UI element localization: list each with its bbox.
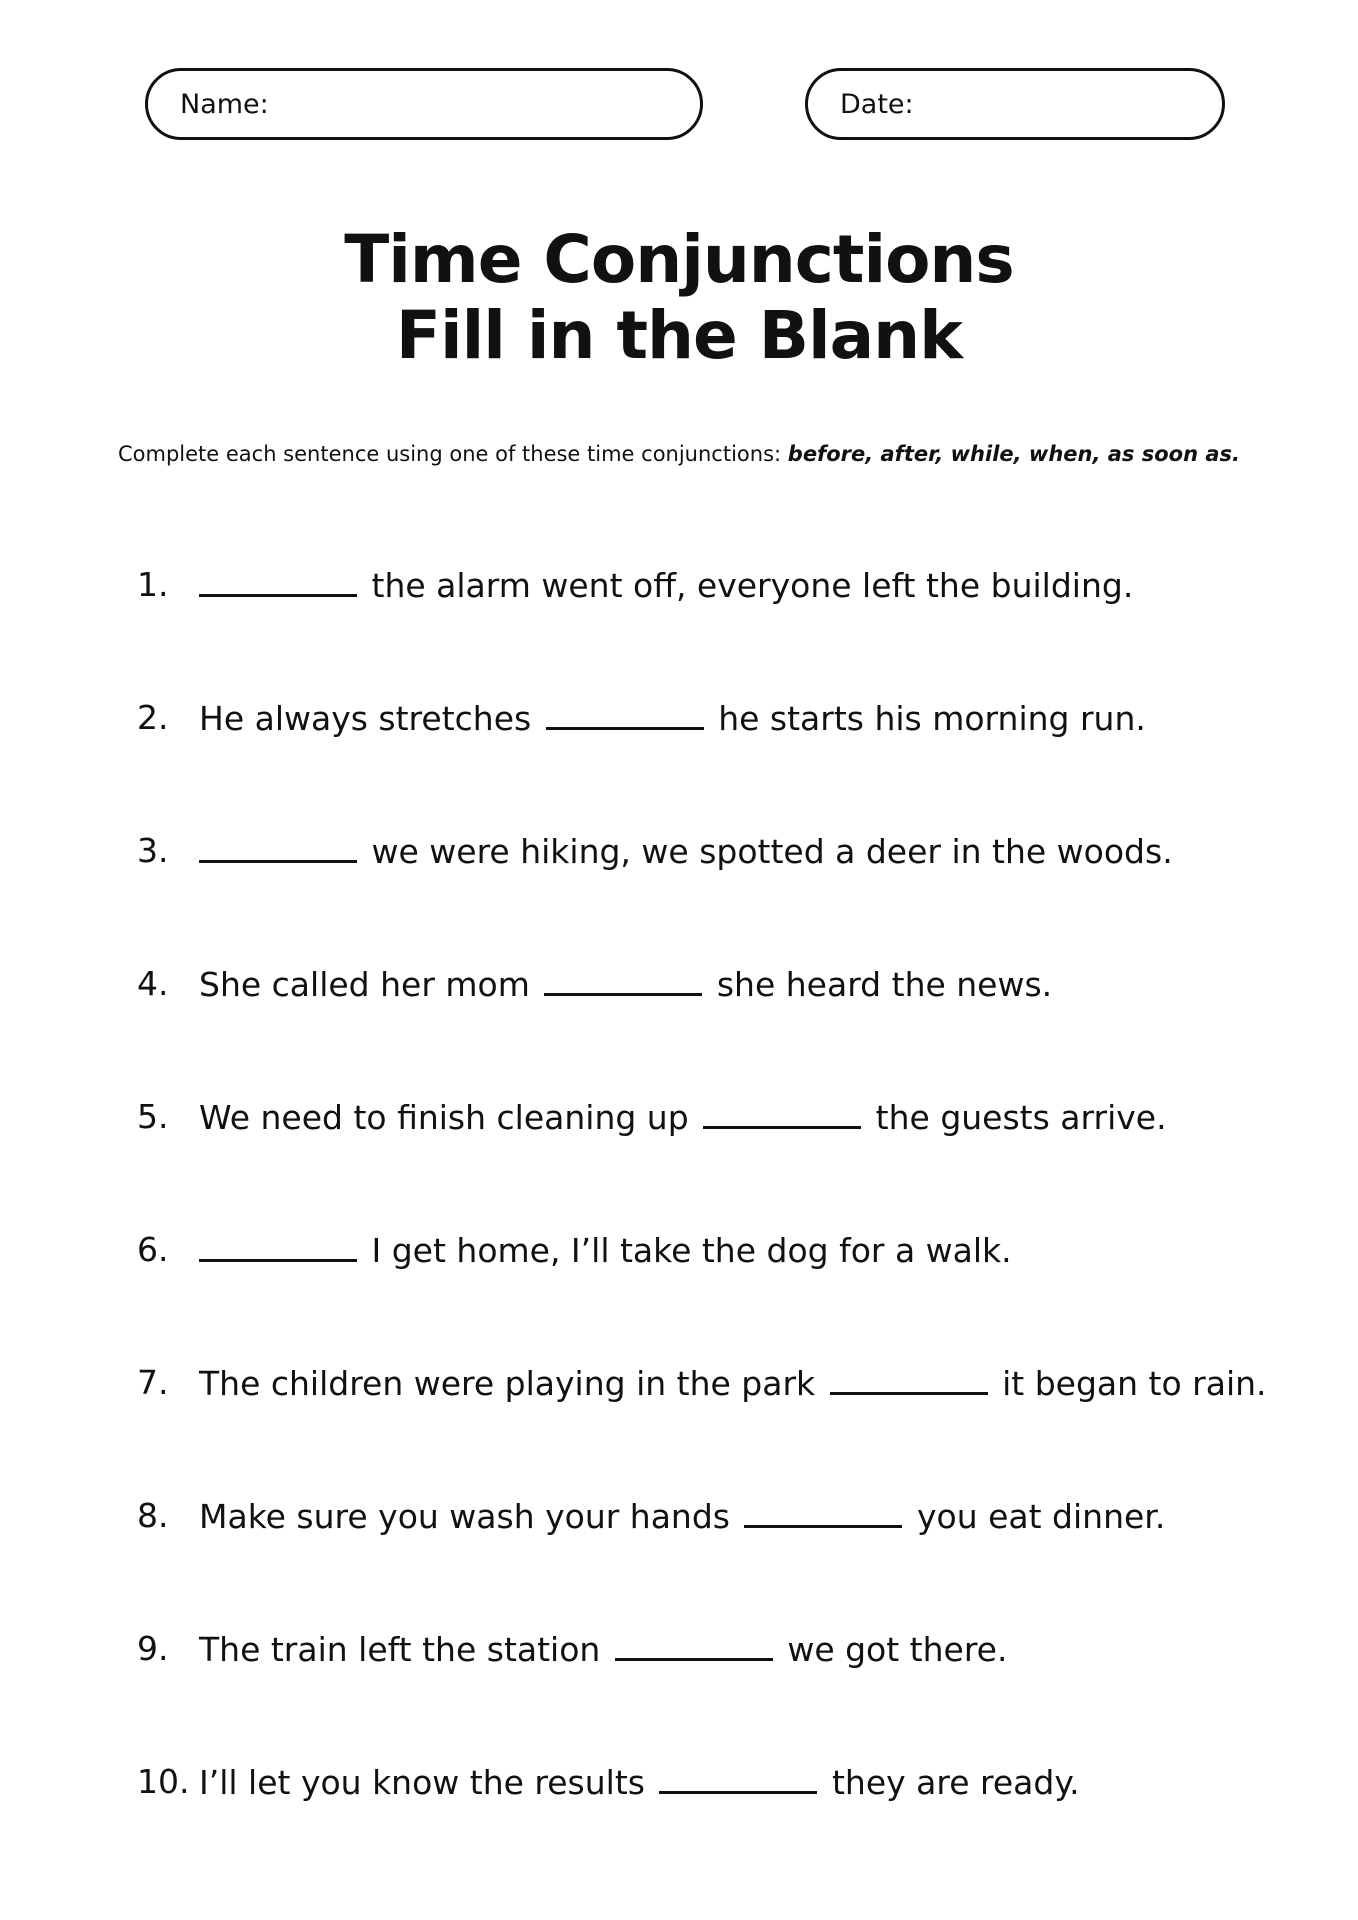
answer-blank[interactable]: [544, 959, 702, 996]
question-number: 5.: [137, 1097, 169, 1136]
answer-blank[interactable]: [199, 826, 357, 863]
date-field[interactable]: [805, 68, 1225, 140]
question-number: 1.: [137, 565, 169, 604]
instructions-text: Complete each sentence using one of these time conjunctions:: [117, 442, 788, 466]
answer-blank[interactable]: [744, 1491, 902, 1528]
page-title: [0, 222, 1358, 374]
sentence-end: I get home, I’ll take the dog for a walk.: [371, 1231, 1012, 1270]
answer-blank[interactable]: [830, 1358, 988, 1395]
question-sentence: [199, 826, 1173, 877]
answer-blank[interactable]: [199, 1225, 357, 1262]
sentence-end: it began to rain.: [1002, 1364, 1267, 1403]
question-number: 8.: [137, 1496, 169, 1535]
question-number: 3.: [137, 831, 169, 870]
question-item: [137, 1358, 1277, 1491]
sentence-end: you eat dinner.: [916, 1497, 1166, 1536]
question-sentence: [199, 560, 1133, 611]
question-sentence: [199, 693, 1146, 744]
sentence-end: they are ready.: [831, 1763, 1080, 1802]
sentence-start: Make sure you wash your hands: [199, 1497, 730, 1536]
instructions: [0, 442, 1358, 466]
question-sentence: [199, 1491, 1165, 1542]
answer-blank[interactable]: [659, 1757, 817, 1794]
sentence-end: we got there.: [787, 1630, 1008, 1669]
name-label: Name:: [180, 88, 269, 120]
sentence-end: we were hiking, we spotted a deer in the woods.: [371, 832, 1173, 871]
title-line-2: Fill in the Blank: [395, 297, 963, 374]
sentence-start: I’ll let you know the results: [199, 1763, 645, 1802]
sentence-start: She called her mom: [199, 965, 530, 1004]
sentence-end: he starts his morning run.: [718, 699, 1146, 738]
answer-blank[interactable]: [199, 560, 357, 597]
question-number: 6.: [137, 1230, 169, 1269]
answer-blank[interactable]: [546, 693, 704, 730]
question-number: 2.: [137, 698, 169, 737]
question-item: [137, 560, 1277, 693]
date-label: Date:: [840, 88, 914, 120]
question-item: [137, 1491, 1277, 1624]
name-field[interactable]: [145, 68, 703, 140]
question-list: [137, 560, 1277, 1890]
question-item: [137, 959, 1277, 1092]
title-line-1: Time Conjunctions: [344, 221, 1014, 298]
sentence-end: the alarm went off, everyone left the building.: [371, 566, 1134, 605]
question-number: 9.: [137, 1629, 169, 1668]
sentence-end: the guests arrive.: [875, 1098, 1167, 1137]
conjunction-word-list: before, after, while, when, as soon as.: [787, 442, 1241, 466]
sentence-start: We need to finish cleaning up: [199, 1098, 689, 1137]
question-number: 10.: [137, 1762, 190, 1801]
question-item: [137, 1092, 1277, 1225]
question-item: [137, 1225, 1277, 1358]
question-sentence: [199, 1358, 1267, 1409]
sentence-start: The children were playing in the park: [199, 1364, 816, 1403]
question-sentence: [199, 1092, 1167, 1143]
question-sentence: [199, 1757, 1080, 1808]
question-number: 7.: [137, 1363, 169, 1402]
question-number: 4.: [137, 964, 169, 1003]
question-item: [137, 1757, 1277, 1890]
question-item: [137, 693, 1277, 826]
sentence-end: she heard the news.: [716, 965, 1053, 1004]
question-sentence: [199, 1624, 1007, 1675]
sentence-start: He always stretches: [199, 699, 532, 738]
sentence-start: The train left the station: [199, 1630, 601, 1669]
question-sentence: [199, 959, 1052, 1010]
answer-blank[interactable]: [615, 1624, 773, 1661]
question-item: [137, 826, 1277, 959]
question-sentence: [199, 1225, 1012, 1276]
question-item: [137, 1624, 1277, 1757]
answer-blank[interactable]: [703, 1092, 861, 1129]
